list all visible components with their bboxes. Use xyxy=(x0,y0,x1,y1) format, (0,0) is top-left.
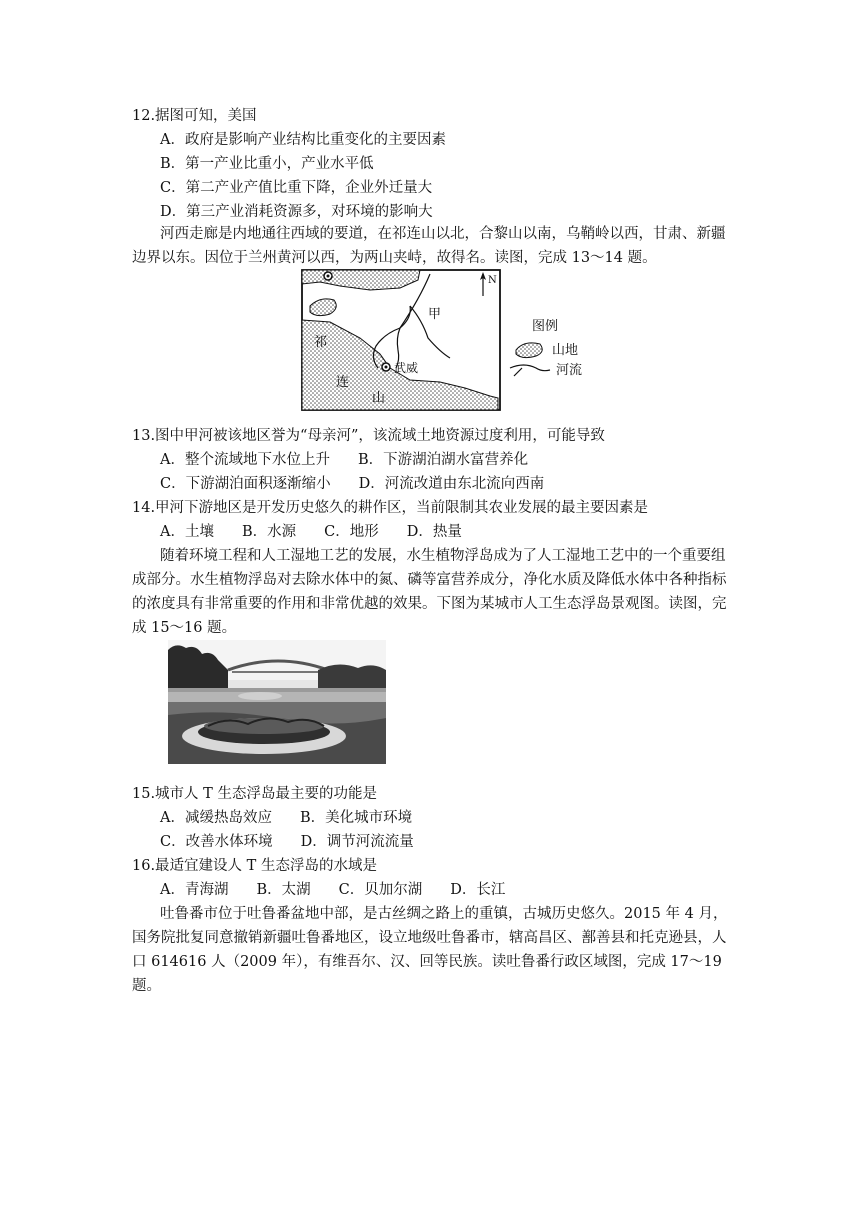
q15-options-row1 xyxy=(160,806,770,830)
q13-options-row2 xyxy=(160,472,770,496)
river-jia-label: 甲 xyxy=(428,307,442,322)
q14-option-d: D．热量 xyxy=(406,524,462,540)
legend-river-label: 河流 xyxy=(556,363,583,378)
q15-stem: 15.城市人 T 生态浮岛最主要的功能是 xyxy=(132,786,377,802)
city-label: 武威 xyxy=(394,361,419,375)
q15-option-a: A．减缓热岛效应 xyxy=(160,810,272,826)
q12-option-d: D．第三产业消耗资源多，对环境的影响大 xyxy=(160,204,433,220)
q16-option-c: C．贝加尔湖 xyxy=(338,882,423,898)
mountain-char-2: 连 xyxy=(336,375,350,390)
q12-option-b: B．第一产业比重小，产业水平低 xyxy=(160,156,374,172)
q14-stem: 14.甲河下游地区是开发历史悠久的耕作区，当前限制其农业发展的最主要因素是 xyxy=(132,500,649,516)
floating-island-photo xyxy=(168,640,386,764)
legend-title: 图例 xyxy=(532,319,559,334)
q13-option-b: B．下游湖泊湖水富营养化 xyxy=(357,452,529,468)
hexi-corridor-map xyxy=(300,268,630,416)
mountain-char-1: 祁 xyxy=(314,335,328,350)
q13-option-c: C．下游湖泊面积逐渐缩小 xyxy=(160,476,331,492)
q14-option-b: B．水源 xyxy=(241,524,297,540)
q16-stem: 16.最适宜建设人 T 生态浮岛的水域是 xyxy=(132,858,377,874)
q13-stem: 13.图中甲河被该地区誉为“母亲河”，该流域土地资源过度利用，可能导致 xyxy=(132,428,605,444)
q15-option-c: C．改善水体环境 xyxy=(160,834,273,850)
intro-floating-island: 随着环境工程和人工湿地工艺的发展，水生植物浮岛成为了人工湿地工艺中的一个重要组成部分。水生植物浮岛对去除水体中的氮、磷等富营养成分，净化水质及降低水体中各种指标的浓度具有非常重要的作用和非常优越的效果。下图为某城市人工生态浮岛景观图。读图，完成 15～16 题。 xyxy=(132,548,727,636)
q13-option-d: D．河流改道由东北流向西南 xyxy=(358,476,545,492)
mountain-char-3: 山 xyxy=(372,391,386,406)
q15-options-row2 xyxy=(160,830,770,854)
legend-mountain-label: 山地 xyxy=(552,343,579,358)
q14-option-a: A．土壤 xyxy=(160,524,214,540)
q16-option-b: B．太湖 xyxy=(256,882,311,898)
q14-options xyxy=(160,520,770,544)
legend-mountain-icon xyxy=(516,343,542,358)
q16-options xyxy=(160,878,770,902)
legend-river-icon xyxy=(510,365,550,371)
q14-option-c: C．地形 xyxy=(324,524,379,540)
intro-turpan: 吐鲁番市位于吐鲁番盆地中部，是古丝绸之路上的重镇，古城历史悠久。2015 年 4 月，国务院批复同意撤销新疆吐鲁番地区，设立地级吐鲁番市，辖高昌区、鄯善县和托克逊县，人口 614616 人（2009 年），有维吾尔、汉、回等民族。读吐鲁番行政区域图，完成 17～19 题。 xyxy=(132,906,728,994)
north-label: N xyxy=(488,275,497,286)
q13-option-a: A．整个流域地下水位上升 xyxy=(160,452,330,468)
q15-option-b: B．美化城市环境 xyxy=(299,810,413,826)
q16-option-d: D．长江 xyxy=(450,882,506,898)
q12-option-a: A．政府是影响产业结构比重变化的主要因素 xyxy=(160,132,446,148)
q12-option-c: C．第二产业产值比重下降，企业外迁量大 xyxy=(160,180,433,196)
intro-hexi: 河西走廊是内地通往西域的要道，在祁连山以北，合黎山以南，乌鞘岭以西，甘肃、新疆边界以东。因位于兰州黄河以西，为两山夹峙，故得名。读图，完成 13～14 题。 xyxy=(132,226,726,266)
q13-options-row1 xyxy=(160,448,770,472)
q12-stem: 12.据图可知，美国 xyxy=(132,108,257,124)
q15-option-d: D．调节河流流量 xyxy=(300,834,414,850)
q16-option-a: A．青海湖 xyxy=(160,882,229,898)
